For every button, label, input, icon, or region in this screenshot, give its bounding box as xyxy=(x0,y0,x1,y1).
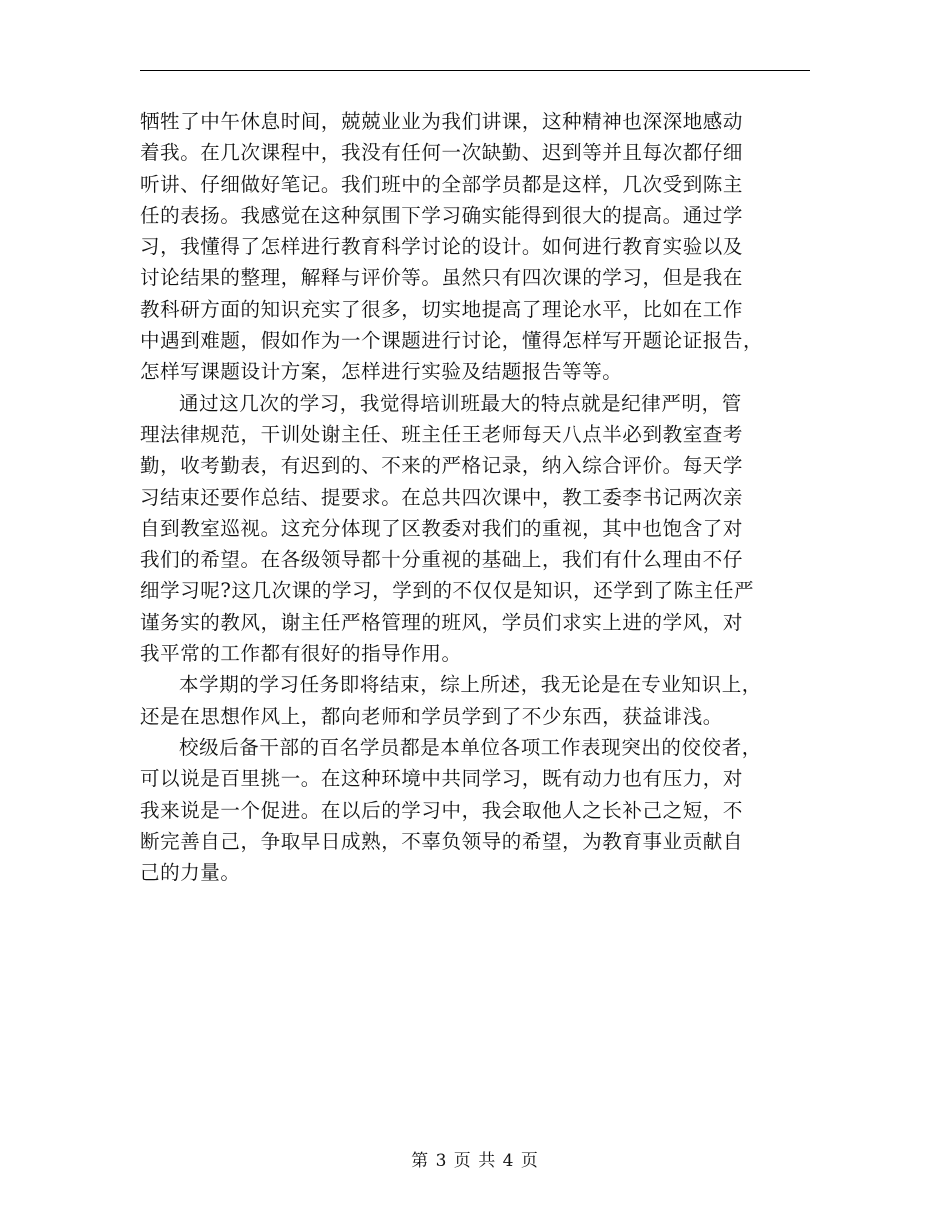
paragraph-1: 牺牲了中午休息时间，兢兢业业为我们讲课，这种精神也深深地感动 着我。在几次课程中，我没有任何一次缺勤、迟到等并且每次都仔细 听讲、仔细做好笔记。我们班中的全部学员都是这样，几次受到陈主 任的表扬。我感觉在这种氛围下学习确实能得到很大的提高。通过学 习，我懂得了怎样进行教育科学讨论的设计。如何进行教育实验以及 讨论结果的整理，解释与评价等。虽然只有四次课的学习，但是我在 教科研方面的知识充实了很多，切实地提高了理论水平，比如在工作 中遇到难题，假如作为一个课题进行讨论，懂得怎样写开题论证报告， 怎样写课题设计方案，怎样进行实验及结题报告等等。 xyxy=(140,110,764,384)
paragraph-2: 通过这几次的学习，我觉得培训班最大的特点就是纪律严明，管 理法律规范，干训处谢主任、班主任王老师每天八点半必到教室查考 勤，收考勤表，有迟到的、不来的严格记录，纳入综合评价。每天学 习结束还要作总结、提要求。在总共四次课中，教工委李书记两次亲 自到教室巡视。这充分体现了区教委对我们的重视，其中也饱含了对 我们的希望。在各级领导都十分重视的基础上，我们有什么理由不仔 细学习呢?这几次课的学习，学到的不仅仅是知识，还学到了陈主任严 谨务实的教风，谢主任严格管理的班风，学员们求实上进的学风，对 我平常的工作都有很好的指导作用。 xyxy=(140,391,755,666)
header-rule xyxy=(140,70,810,71)
paragraph-3: 本学期的学习任务即将结束，综上所述，我无论是在专业知识上， 还是在思想作风上，都向老师和学员学到了不少东西，获益诽浅。 xyxy=(140,673,762,728)
paragraph-4: 校级后备干部的百名学员都是本单位各项工作表现突出的佼佼者， 可以说是百里挑一。在这种环境中共同学习，既有动力也有压力，对 我来说是一个促进。在以后的学习中，我会取他人之长补己之短，不 断完善自己，争取早日成熟，不辜负领导的希望，为教育事业贡献自 己的力量。 xyxy=(140,735,762,885)
body-text xyxy=(140,106,810,888)
page-number-footer: 第 3 页 共 4 页 xyxy=(411,1151,539,1171)
